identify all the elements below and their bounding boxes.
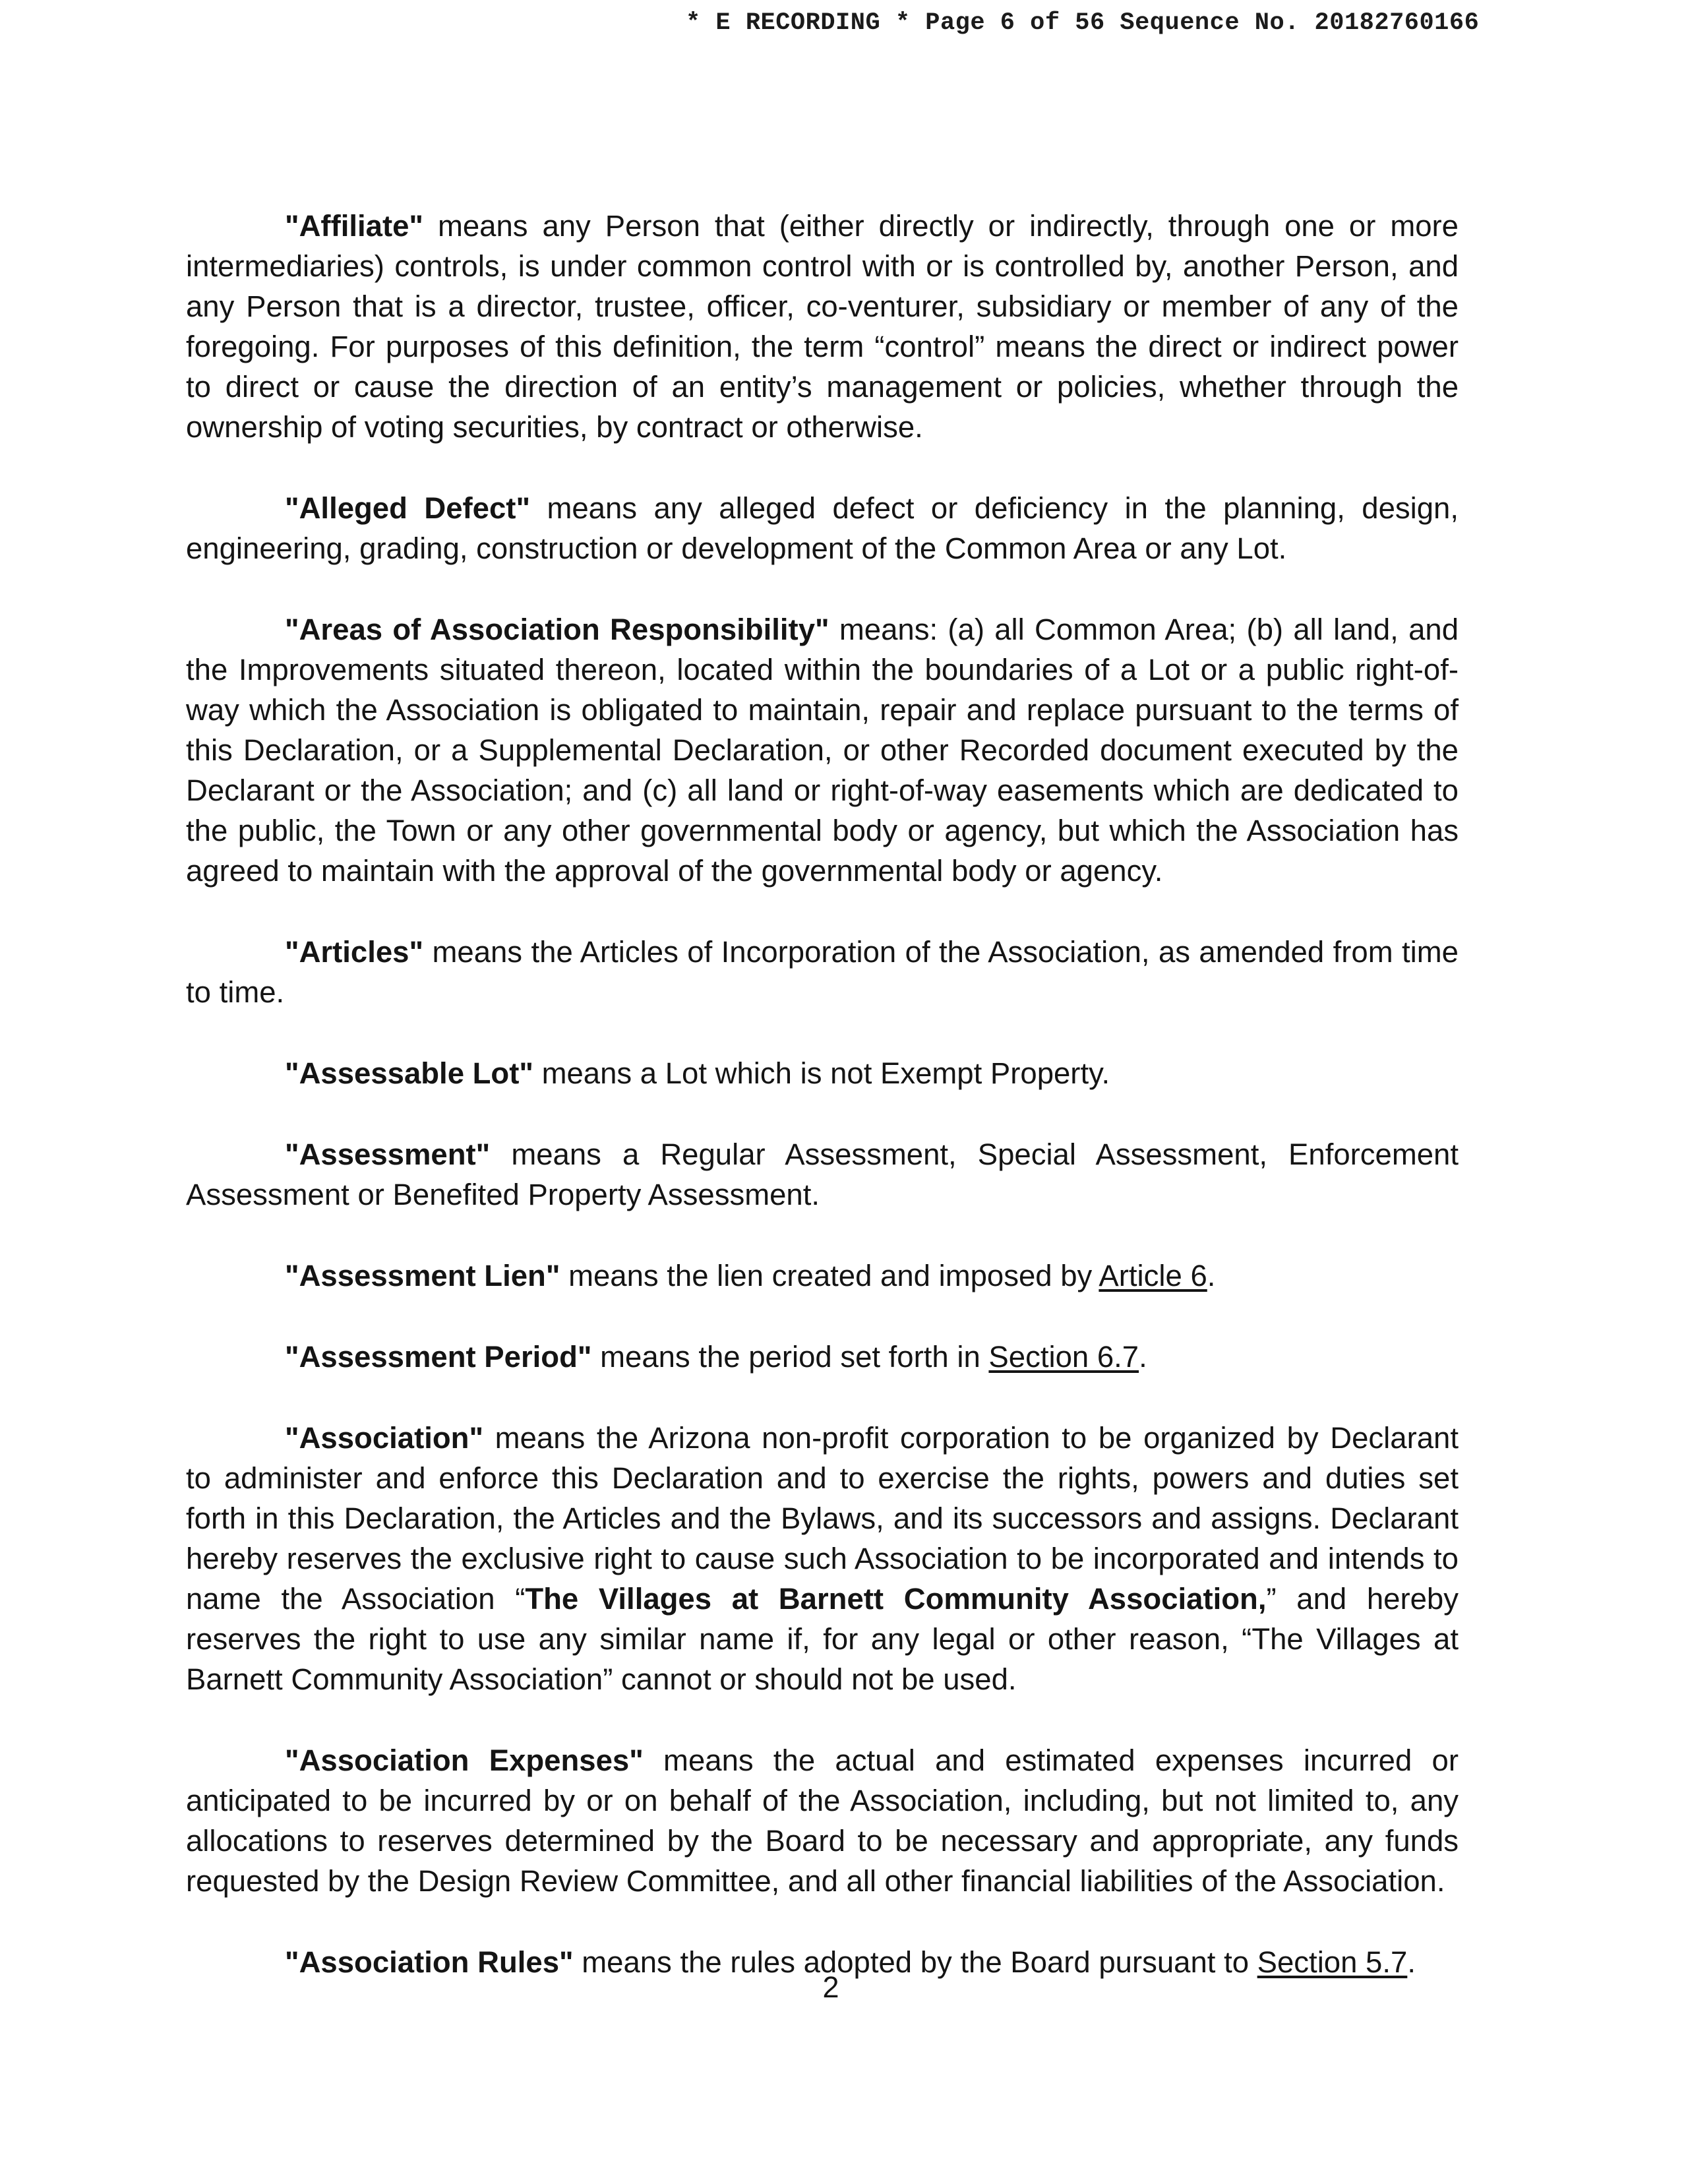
definitions-list [186, 206, 1459, 2023]
term-label: "Areas of Association Responsibility" [285, 613, 829, 646]
section-5-7-reference: Section 5.7 [1257, 1945, 1408, 1979]
definition-text-end: ” and hereby reserves the right to use any similar name if, for any legal or other reason, “The Villages at Barnett Community Association” cannot or should not be used. [186, 1582, 1459, 1696]
term-label: "Assessment Lien" [285, 1259, 560, 1292]
definition-text-end: . [1407, 1945, 1416, 1979]
association-name: The Villages at Barnett Community Association, [525, 1582, 1267, 1616]
definition-text: means the Articles of Incorporation of the Association, as amended from time to time. [186, 935, 1459, 1009]
definition-assessment-lien [186, 1256, 1459, 1296]
definition-text: means the actual and estimated expenses incurred or anticipated to be incurred by or on behalf of the Association, including, but not limited to, any allocations to reserves determined by the Board to be necessary and appropriate, any funds requested by the Design Review Committee, and all other financial liabilities of the Association. [186, 1744, 1459, 1898]
definition-text: means the lien created and imposed by [560, 1259, 1099, 1292]
definition-articles [186, 932, 1459, 1012]
definition-assessment-period [186, 1337, 1459, 1377]
definition-assessable-lot [186, 1053, 1459, 1093]
term-label: "Association Expenses" [285, 1744, 644, 1777]
definition-text: means any Person that (either directly or indirectly, through one or more intermediaries) controls, is under common control with or is controlled by, another Person, and any Person that is a director, trustee, officer, co-venturer, subsidiary or member of any of the foregoing. For purposes of this definition, the term “control” means the direct or indirect power to direct or cause the direction of an entity’s management or policies, whether through the ownership of voting securities, by contract or otherwise. [186, 209, 1459, 444]
definition-text: means any alleged defect or deficiency in the planning, design, engineering, grading, construction or development of the Common Area or any Lot. [186, 491, 1459, 565]
term-label: "Affiliate" [285, 209, 423, 243]
term-label: "Assessment Period" [285, 1340, 592, 1374]
term-label: "Assessable Lot" [285, 1056, 533, 1090]
definition-association-expenses [186, 1740, 1459, 1901]
definition-text: means a Regular Assessment, Special Assessment, Enforcement Assessment or Benefited Property Assessment. [186, 1138, 1459, 1211]
definition-assessment [186, 1134, 1459, 1215]
recording-header: * E RECORDING * Page 6 of 56 Sequence No. 20182760166 [686, 9, 1480, 37]
definition-text: means the Arizona non-profit corporation to be organized by Declarant to administer and enforce this Declaration and to exercise the rights, powers and duties set forth in this Declaration, the Articles and the Bylaws, and its successors and assigns. Declarant hereby reserves the exclusive right to cause such Association to be incorporated and intends to name the Association “ [186, 1421, 1459, 1616]
definition-association [186, 1418, 1459, 1699]
definition-text: means a Lot which is not Exempt Property. [533, 1056, 1110, 1090]
term-label: "Association Rules" [285, 1945, 574, 1979]
term-label: "Alleged Defect" [285, 491, 531, 525]
definition-areas-of-association-responsibility [186, 609, 1459, 891]
article-6-reference: Article 6 [1099, 1259, 1207, 1292]
term-label: "Association" [285, 1421, 484, 1455]
definition-text: means the rules adopted by the Board pursuant to [573, 1945, 1257, 1979]
page-number: 2 [822, 1970, 839, 2004]
definition-affiliate [186, 206, 1459, 447]
definition-text-end: . [1139, 1340, 1147, 1374]
definition-alleged-defect [186, 488, 1459, 568]
definition-text: means: (a) all Common Area; (b) all land, and the Improvements situated thereon, located within the boundaries of a Lot or a public right-of-way which the Association is obligated to maintain, repair and replace pursuant to the terms of this Declaration, or a Supplemental Declaration, or other Recorded document executed by the Declarant or the Association; and (c) all land or right-of-way easements which are dedicated to the public, the Town or any other governmental body or agency, but which the Association has agreed to maintain with the approval of the governmental body or agency. [186, 613, 1459, 888]
definition-text: means the period set forth in [591, 1340, 989, 1374]
section-6-7-reference: Section 6.7 [988, 1340, 1139, 1374]
term-label: "Assessment" [285, 1138, 491, 1171]
term-label: "Articles" [285, 935, 424, 969]
definition-text-end: . [1207, 1259, 1216, 1292]
